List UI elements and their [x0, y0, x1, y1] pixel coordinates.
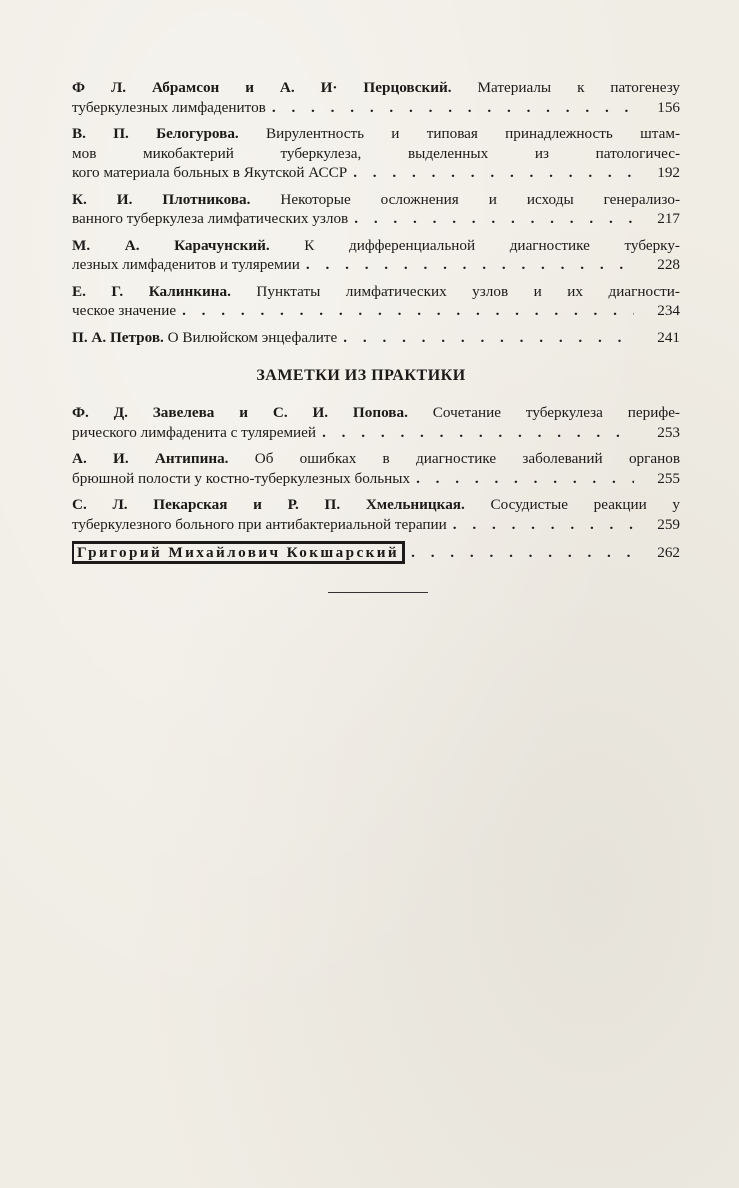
entry-text	[72, 145, 680, 162]
toc-entry	[72, 328, 680, 348]
entry-title: Об ошибках в диагностике заболеваний органов	[228, 450, 680, 467]
leader-dots	[322, 423, 634, 443]
entry-title: Пунктаты лимфатических узлов и их диагности-	[230, 282, 680, 300]
leader-dots	[354, 209, 634, 229]
leader-dots	[353, 163, 634, 183]
entry-line	[72, 236, 680, 256]
entry-text	[72, 404, 680, 421]
entry-text	[72, 515, 447, 535]
entry-title: туберкулезного больного при антибактериальной терапии	[72, 515, 447, 533]
entry-line	[72, 78, 680, 98]
entry-line	[72, 469, 680, 489]
entry-title: К дифференциальной диагностике туберку-	[269, 236, 680, 254]
entry-title: Вирулентность и типовая принадлежность штам-	[238, 125, 681, 142]
page-number: 255	[657, 469, 680, 487]
entry-line	[72, 144, 680, 164]
table-of-contents	[72, 78, 680, 571]
entry-title: кого материала больных в Якутской АССР	[72, 164, 348, 181]
entry-text	[72, 301, 176, 321]
leader-dots	[272, 98, 634, 118]
practice-entries	[72, 403, 680, 534]
entry-author: В. П. Белогурова.	[72, 125, 239, 142]
main-entries	[72, 78, 680, 347]
leader-dots	[411, 543, 634, 563]
entry-text	[72, 98, 266, 118]
entry-text	[72, 496, 680, 513]
entry-title: Сосудистые реакции у	[464, 496, 680, 513]
toc-entry	[72, 236, 680, 275]
entry-line	[72, 163, 680, 183]
page-number: 228	[657, 256, 680, 273]
entry-title: туберкулезных лимфаденитов	[72, 98, 266, 116]
toc-entry	[72, 124, 680, 183]
leader-dots	[182, 301, 634, 321]
entry-author: К. И. Плотникова.	[72, 190, 251, 208]
entry-title: ческое значение	[72, 302, 177, 319]
entry-text	[72, 423, 316, 443]
obituary-entry	[72, 541, 680, 564]
entry-text	[72, 191, 680, 208]
entry-title: О Вилюйском энцефалите	[163, 328, 338, 346]
entry-line	[72, 124, 680, 144]
entry-line	[72, 209, 680, 229]
entry-text	[72, 237, 680, 254]
page-number: 253	[657, 423, 680, 441]
page-number: 156	[657, 98, 680, 116]
page-number: 234	[657, 302, 680, 319]
entry-text	[72, 255, 300, 275]
leader-dots	[453, 515, 634, 535]
page-number: 241	[657, 328, 680, 346]
entry-text	[72, 79, 680, 96]
toc-entry	[72, 449, 680, 488]
entry-text	[72, 283, 680, 300]
entry-title: лезных лимфаденитов и туляремии	[72, 256, 300, 273]
entry-author: С. Л. Пекарская и Р. П. Хмельницкая.	[72, 496, 465, 513]
entry-title: Сочетание туберкулеза перифе-	[407, 404, 680, 421]
entry-text	[72, 469, 410, 489]
entry-line	[72, 449, 680, 469]
entry-title: ванного туберкулеза лимфатических узлов	[72, 210, 349, 227]
entry-line	[72, 98, 680, 118]
toc-entry	[72, 282, 680, 321]
entry-line	[72, 301, 680, 321]
entry-title: мов микобактерий туберкулеза, выделенных из патологичес-	[72, 144, 680, 162]
page-number: 192	[657, 164, 680, 181]
toc-entry	[72, 403, 680, 442]
section-title: ЗАМЕТКИ ИЗ ПРАКТИКИ	[256, 367, 466, 384]
entry-text	[72, 328, 337, 348]
entry-line	[72, 515, 680, 535]
entry-title: брюшной полости у костно-туберкулезных больных	[72, 469, 411, 487]
toc-entry	[72, 190, 680, 229]
entry-author: М. А. Карачунский.	[72, 236, 270, 254]
end-rule	[328, 592, 428, 593]
entry-line	[72, 495, 680, 515]
entry-title: Некоторые осложнения и исходы генерализо-	[250, 190, 680, 208]
leader-dots	[416, 469, 634, 489]
entry-title: рического лимфаденита с туляремией	[72, 423, 317, 441]
entry-author: Ф Л. Абрамсон и А. И· Перцовский.	[72, 79, 452, 96]
entry-text	[72, 125, 680, 142]
entry-line	[72, 423, 680, 443]
entry-line	[72, 190, 680, 210]
entry-text	[72, 209, 348, 229]
leader-dots	[343, 328, 634, 348]
leader-dots	[306, 255, 634, 275]
entry-line	[72, 282, 680, 302]
entry-author: А. И. Антипина.	[72, 450, 229, 467]
toc-entry	[72, 495, 680, 534]
entry-line	[72, 403, 680, 423]
obituary-name: Григорий Михайлович Кокшарский	[72, 541, 405, 564]
entry-line	[72, 255, 680, 275]
entry-author: Ф. Д. Завелева и С. И. Попова.	[72, 404, 408, 421]
page-number: 259	[657, 515, 680, 533]
entry-author: Е. Г. Калинкина.	[72, 282, 231, 300]
page-number: 262	[657, 544, 680, 561]
entry-author: П. А. Петров.	[72, 328, 164, 346]
entry-title: Материалы к патогенезу	[451, 79, 680, 96]
entry-line	[72, 328, 680, 348]
toc-entry	[72, 78, 680, 117]
entry-text	[72, 163, 347, 183]
page-number: 217	[657, 210, 680, 227]
entry-text	[72, 450, 680, 467]
